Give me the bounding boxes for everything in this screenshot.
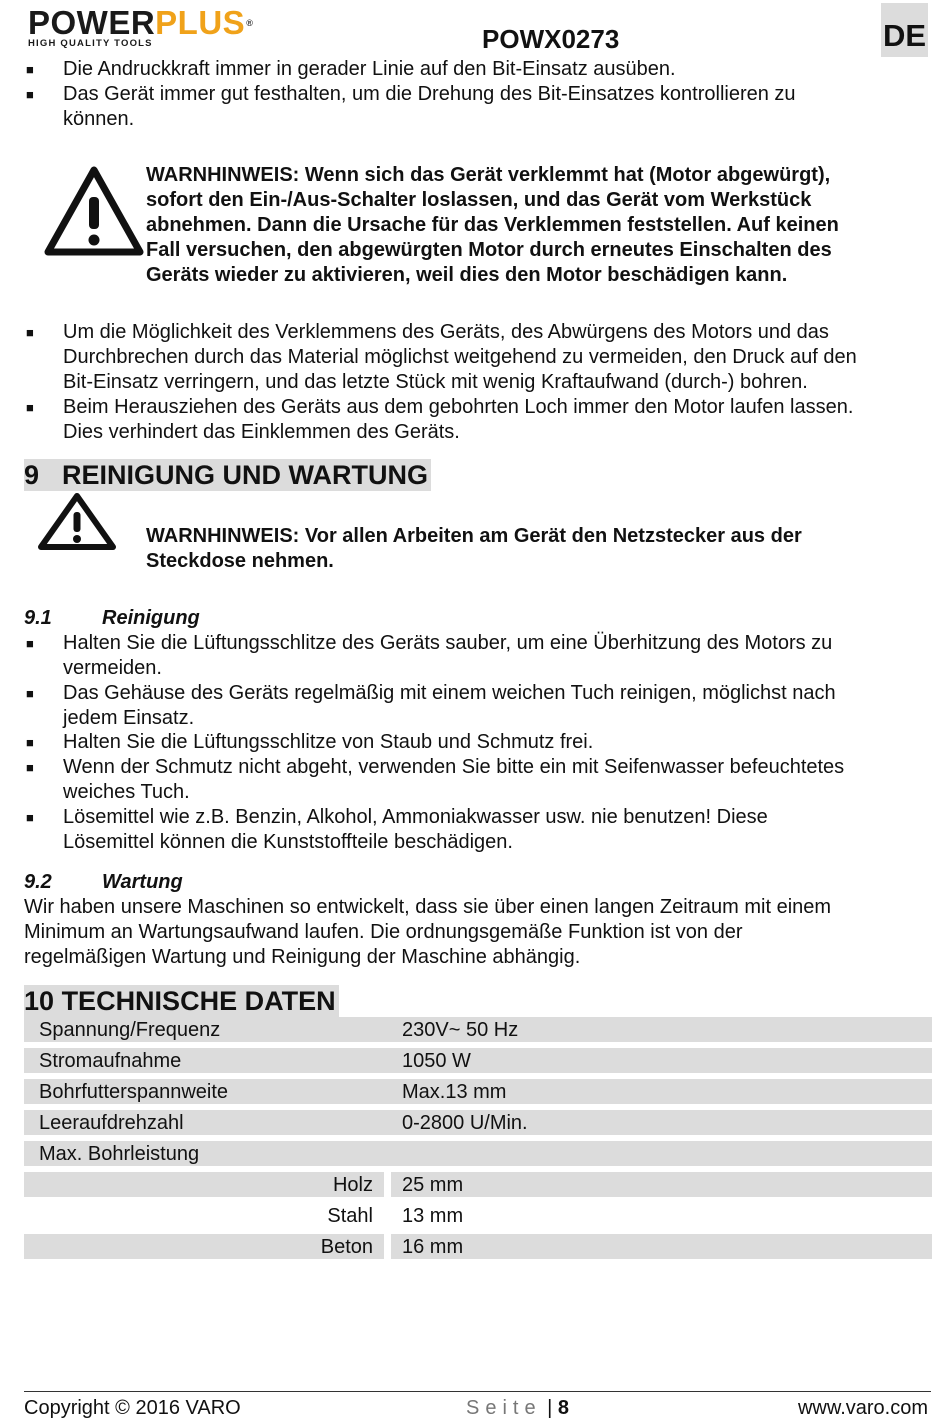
bullet-icon: ■ — [26, 760, 34, 775]
table-row — [24, 1017, 932, 1042]
list-item-text: Die Andruckkraft immer in gerader Linie auf den Bit-Einsatz ausüben. — [63, 58, 676, 80]
table-row — [24, 1141, 932, 1166]
spec-value: 0-2800 U/Min. — [391, 1110, 932, 1135]
table-row — [24, 1172, 932, 1197]
spec-label: Holz — [24, 1172, 384, 1197]
bullet-icon: ■ — [26, 735, 34, 750]
maintenance-paragraph: Wir haben unsere Maschinen so entwickelt, dass sie über einen langen Zeitraum mit einem Minimum an Wartungsaufwand laufen. Die ordnungsgemäße Funktion ist von der regelmäßigen Wartung und Reinigung der Maschine abhängig. — [24, 896, 832, 968]
bullet-icon: ■ — [26, 87, 34, 102]
list-item-text: Bit-Einsatz verringern, und das letzte Stück mit wenig Kraftaufwand (durch-) bohren. — [63, 371, 808, 393]
bullet-icon: ■ — [26, 686, 34, 701]
spec-value: 1050 W — [391, 1048, 932, 1073]
list-item-text: Dies verhindert das Einklemmen des Geräts. — [63, 421, 460, 443]
list-item-text: Halten Sie die Lüftungsschlitze des Geräts sauber, um eine Überhitzung des Motors zu — [63, 632, 833, 654]
list-item-text: weiches Tuch. — [63, 781, 190, 803]
model-number: POWX0273 — [482, 24, 620, 54]
bullet-icon: ■ — [26, 62, 34, 77]
table-row — [24, 1234, 932, 1259]
list-item-text: Wenn der Schmutz nicht abgeht, verwenden Sie bitte ein mit Seifenwasser befeuchtetes — [63, 756, 845, 778]
spec-value: 16 mm — [391, 1234, 932, 1259]
bullet-icon: ■ — [26, 810, 34, 825]
list-item-text: Um die Möglichkeit des Verklemmens des Geräts, des Abwürgens des Motors und das — [63, 321, 829, 343]
list-item-text: Durchbrechen durch das Material möglichst weitgehend zu vermeiden, den Druck auf den — [63, 346, 857, 368]
table-row — [24, 1079, 932, 1104]
spec-value: 13 mm — [402, 1205, 464, 1227]
footer-website: www.varo.com — [797, 1397, 928, 1419]
table-row — [24, 1048, 932, 1073]
spec-label: Stahl — [327, 1205, 373, 1227]
list-item-text: Lösemittel können die Kunststoffteile beschädigen. — [63, 831, 513, 853]
warning-triangle-icon — [44, 165, 144, 257]
spec-label: Max. Bohrleistung — [24, 1141, 399, 1166]
table-row — [24, 1203, 932, 1228]
spec-value: Max.13 mm — [391, 1079, 932, 1104]
bullet-icon: ■ — [26, 325, 34, 340]
spec-value: 230V~ 50 Hz — [391, 1017, 932, 1042]
list-item-text: Lösemittel wie z.B. Benzin, Alkohol, Ammoniakwasser usw. nie benutzen! Diese — [63, 806, 768, 828]
brand-logo — [28, 6, 288, 50]
section-heading: 10 TECHNISCHE DATEN — [24, 985, 339, 1017]
spec-label: Stromaufnahme — [24, 1048, 399, 1073]
list-item-text: können. — [63, 108, 135, 130]
spec-value — [391, 1141, 932, 1166]
subsection-heading: 9.2 Wartung — [24, 871, 183, 893]
list-item-text: Beim Herausziehen des Geräts aus dem gebohrten Loch immer den Motor laufen lassen. — [63, 396, 854, 418]
warning-text: WARNHINWEIS: Wenn sich das Gerät verklemmt hat (Motor abgewürgt), sofort den Ein-/Aus-Schalter loslassen, und das Gerät vom Werkstück abnehmen. Dann die Ursache für das Verklemmen feststellen. Auf keinen Fall versuchen, den abgewürgten Motor durch erneutes Einschalten des Geräts wieder zu aktivieren, weil dies den Motor beschädigen kann. — [146, 164, 839, 286]
list-item-text: Das Gerät immer gut festhalten, um die Drehung des Bit-Einsatzes kontrollieren zu — [63, 83, 796, 105]
warning-text: WARNHINWEIS: Vor allen Arbeiten am Gerät den Netzstecker aus der Steckdose nehmen. — [146, 525, 802, 572]
list-item-text: vermeiden. — [63, 657, 162, 679]
list-item-text: jedem Einsatz. — [63, 707, 195, 729]
logo-tagline: HIGH QUALITY TOOLS — [28, 38, 153, 49]
bullet-icon: ■ — [26, 400, 34, 415]
footer-copyright: Copyright © 2016 VARO — [24, 1397, 241, 1419]
spec-value: 25 mm — [391, 1172, 932, 1197]
spec-label: Leeraufdrehzahl — [24, 1110, 399, 1135]
language-badge: DE — [881, 3, 928, 57]
footer-page-number: Seite | 8 — [466, 1397, 570, 1419]
list-item-text: Das Gehäuse des Geräts regelmäßig mit einem weichen Tuch reinigen, möglichst nach — [63, 682, 836, 704]
section-heading: 9 REINIGUNG UND WARTUNG — [24, 459, 431, 491]
subsection-heading: 9.1 Reinigung — [24, 607, 200, 629]
table-row — [24, 1110, 932, 1135]
spec-label: Bohrfutterspannweite — [24, 1079, 399, 1104]
logo-wordmark: POWERPLUS® — [28, 4, 254, 41]
footer-divider — [24, 1391, 931, 1392]
warning-triangle-icon — [37, 492, 117, 552]
spec-label: Beton — [24, 1234, 384, 1259]
spec-label: Spannung/Frequenz — [24, 1017, 399, 1042]
list-item-text: Halten Sie die Lüftungsschlitze von Staub und Schmutz frei. — [63, 731, 594, 753]
bullet-icon: ■ — [26, 636, 34, 651]
